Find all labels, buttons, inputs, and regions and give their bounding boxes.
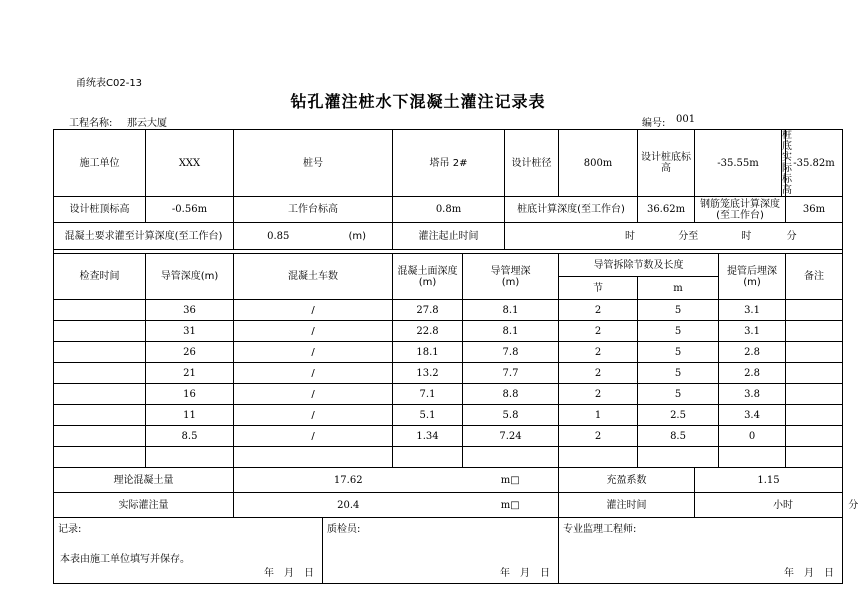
cell-burial: 7.24 — [463, 426, 559, 447]
cell-truck: / — [234, 405, 393, 426]
table-row — [54, 384, 843, 405]
cell-after: 2.8 — [719, 342, 786, 363]
cell-after: 3.8 — [719, 384, 786, 405]
cell-sections: 1 — [559, 405, 638, 426]
cell-remarks — [786, 405, 843, 426]
col-surface-depth: 混凝土面深度(m) — [393, 254, 463, 300]
construction-unit-value: XXX — [146, 130, 234, 197]
table-row — [54, 300, 843, 321]
bottom-calc-depth-label: 桩底计算深度(至工作台) — [505, 197, 638, 223]
cell-time — [54, 384, 146, 405]
actual-bottom-elev-label: 桩底实际标高 — [782, 130, 793, 196]
theory-volume-value: 17.62 — [234, 468, 463, 493]
cell-after: 0 — [719, 426, 786, 447]
col-check-time: 检查时间 — [54, 254, 146, 300]
cell-sections: 2 — [559, 426, 638, 447]
serial-number-value: 001 — [676, 114, 696, 125]
cell-burial: 5.8 — [463, 405, 559, 426]
cell-surface: 22.8 — [393, 321, 463, 342]
footnote: 本表由施工单位填写并保存。 — [60, 554, 190, 565]
inspector-signature — [323, 518, 559, 584]
cell-surface: 18.1 — [393, 342, 463, 363]
cell-time — [54, 405, 146, 426]
cell-length: 5 — [638, 300, 719, 321]
table-row-empty — [54, 447, 843, 468]
cell-truck: / — [234, 363, 393, 384]
header-row-1 — [54, 130, 843, 197]
cell-length: 5 — [638, 342, 719, 363]
pour-duration-value — [695, 493, 858, 518]
col-removal-length: m — [638, 277, 719, 300]
project-name-label: 工程名称: — [69, 118, 113, 129]
cell-surface: 27.8 — [393, 300, 463, 321]
cell-truck: / — [234, 426, 393, 447]
cell-surface: 13.2 — [393, 363, 463, 384]
cell-surface: 7.1 — [393, 384, 463, 405]
cell-remarks — [786, 342, 843, 363]
cell-surface: 1.34 — [393, 426, 463, 447]
cell-length: 5 — [638, 363, 719, 384]
cell-pipe-depth: 31 — [146, 321, 234, 342]
record-date: 年 月 日 — [264, 568, 314, 579]
pour-start-end-label: 灌注起止时间 — [393, 223, 505, 250]
theory-volume-label: 理论混凝土量 — [54, 468, 234, 493]
actual-volume-unit: m□ — [463, 493, 559, 518]
col-remarks: 备注 — [786, 254, 843, 300]
bottom-calc-depth-value: 36.62m — [638, 197, 695, 223]
cell-time — [54, 363, 146, 384]
cell-time — [54, 426, 146, 447]
platform-elev-label: 工作台标高 — [234, 197, 393, 223]
column-header-row-1 — [54, 254, 843, 277]
cell-remarks — [786, 321, 843, 342]
cell-remarks — [786, 363, 843, 384]
fill-coefficient-label: 充盈系数 — [559, 468, 695, 493]
design-bottom-elev-value: -35.55m — [695, 130, 782, 197]
cell-remarks — [786, 384, 843, 405]
table-row — [54, 405, 843, 426]
supervisor-signature — [559, 518, 843, 584]
design-diameter-label: 设计桩径 — [505, 130, 559, 197]
time-hour-2: 时 — [741, 230, 752, 242]
table-row — [54, 342, 843, 363]
col-truck-count: 混凝土车数 — [234, 254, 393, 300]
cage-calc-depth-value: 36m — [786, 197, 843, 223]
col-removal: 导管拆除节数及长度 — [559, 254, 719, 277]
cell-sections: 2 — [559, 300, 638, 321]
cell-after: 3.4 — [719, 405, 786, 426]
project-name-value: 那云大厦 — [127, 118, 167, 129]
cell-surface: 5.1 — [393, 405, 463, 426]
pour-minutes: 分 — [848, 499, 858, 511]
actual-volume-value: 20.4 — [234, 493, 463, 518]
platform-elev-value: 0.8m — [393, 197, 505, 223]
cell-burial: 7.8 — [463, 342, 559, 363]
supervisor-date: 年 月 日 — [784, 568, 835, 579]
page-title: 钻孔灌注桩水下混凝土灌注记录表 — [290, 92, 546, 111]
cell-pipe-depth: 26 — [146, 342, 234, 363]
design-top-elev-value: -0.56m — [146, 197, 234, 223]
design-diameter-value: 800m — [559, 130, 638, 197]
cell-time — [54, 321, 146, 342]
time-minute: 分 — [786, 230, 797, 242]
cell-burial: 8.1 — [463, 300, 559, 321]
record-label: 记录: — [58, 524, 82, 535]
cell-pipe-depth: 8.5 — [146, 426, 234, 447]
cell-burial: 7.7 — [463, 363, 559, 384]
pile-number-value: 塔吊 2# — [393, 130, 505, 197]
cage-calc-depth-label: 钢筋笼底计算深度(至工作台) — [695, 197, 786, 223]
construction-unit-label: 施工单位 — [54, 130, 146, 197]
inspector-date: 年 月 日 — [500, 568, 551, 579]
cell-sections: 2 — [559, 384, 638, 405]
design-bottom-elev-label: 设计桩底标高 — [638, 130, 695, 197]
pour-start-end-value — [505, 223, 843, 250]
cell-time — [54, 300, 146, 321]
cell-pipe-depth: 21 — [146, 363, 234, 384]
table-row — [54, 426, 843, 447]
required-depth-label: 混凝土要求灌至计算深度(至工作台) — [54, 223, 234, 250]
required-depth-unit: (m) — [323, 223, 393, 250]
time-hour-1: 时 — [625, 230, 636, 242]
cell-remarks — [786, 426, 843, 447]
cell-pipe-depth: 11 — [146, 405, 234, 426]
cell-length: 5 — [638, 321, 719, 342]
cell-length: 2.5 — [638, 405, 719, 426]
theory-volume-unit: m□ — [463, 468, 559, 493]
col-removal-sections: 节 — [559, 277, 638, 300]
cell-after: 3.1 — [719, 321, 786, 342]
inspector-label: 质检员: — [327, 524, 361, 535]
summary-row-actual — [54, 493, 843, 518]
table-row — [54, 321, 843, 342]
cell-length: 5 — [638, 384, 719, 405]
actual-bottom-elev-value: -35.82m — [786, 130, 843, 197]
cell-pipe-depth: 36 — [146, 300, 234, 321]
cell-truck: / — [234, 342, 393, 363]
cell-after: 3.1 — [719, 300, 786, 321]
supervisor-label: 专业监理工程师: — [563, 524, 637, 535]
cell-length: 8.5 — [638, 426, 719, 447]
design-top-elev-label: 设计桩顶标高 — [54, 197, 146, 223]
cell-time — [54, 342, 146, 363]
actual-volume-label: 实际灌注量 — [54, 493, 234, 518]
cell-pipe-depth: 16 — [146, 384, 234, 405]
time-minute-to: 分至 — [678, 230, 699, 242]
col-burial-after: 提管后埋深(m) — [719, 254, 786, 300]
col-pipe-depth: 导管深度(m) — [146, 254, 234, 300]
pile-number-label: 桩号 — [234, 130, 393, 197]
pour-duration-label: 灌注时间 — [559, 493, 695, 518]
header-row-2 — [54, 197, 843, 223]
serial-number-label: 编号: — [642, 118, 666, 129]
cell-truck: / — [234, 321, 393, 342]
form-code: 甬统表C02-13 — [76, 78, 143, 89]
table-row — [54, 363, 843, 384]
pour-hours: 小时 — [773, 499, 794, 511]
summary-row-theory — [54, 468, 843, 493]
header-row-3 — [54, 223, 843, 250]
cell-truck: / — [234, 300, 393, 321]
cell-sections: 2 — [559, 342, 638, 363]
required-depth-value: 0.85 — [234, 223, 323, 250]
fill-coefficient-value: 1.15 — [695, 468, 843, 493]
pour-record-table — [53, 129, 858, 584]
col-pipe-burial: 导管埋深(m) — [463, 254, 559, 300]
cell-sections: 2 — [559, 321, 638, 342]
cell-after: 2.8 — [719, 363, 786, 384]
cell-remarks — [786, 300, 843, 321]
cell-burial: 8.1 — [463, 321, 559, 342]
cell-burial: 8.8 — [463, 384, 559, 405]
cell-truck: / — [234, 384, 393, 405]
cell-sections: 2 — [559, 363, 638, 384]
